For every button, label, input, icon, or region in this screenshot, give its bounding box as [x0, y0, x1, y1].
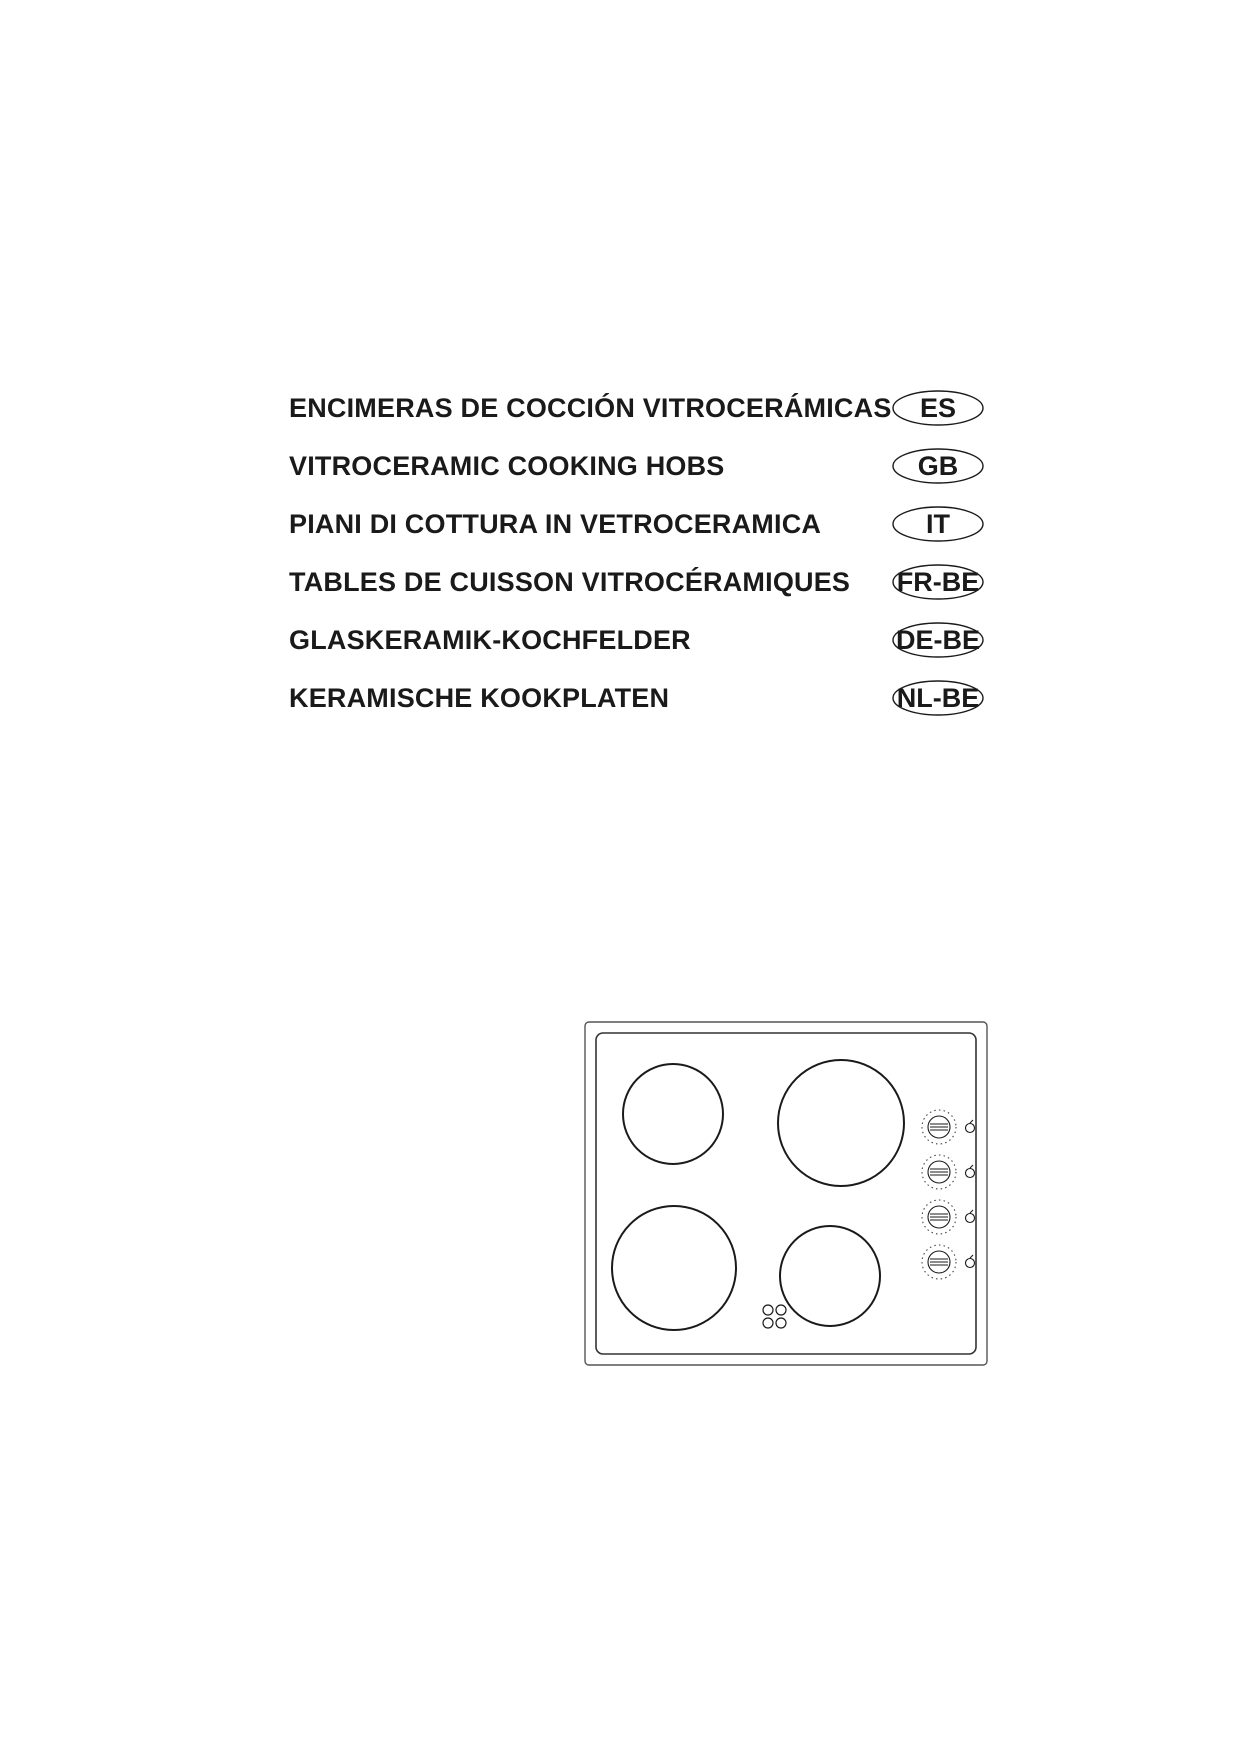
title-text-es: ENCIMERAS DE COCCIÓN VITROCERÁMICAS	[289, 393, 892, 423]
title-text-fr-be: TABLES DE CUISSON VITROCÉRAMIQUES	[289, 567, 851, 597]
hob-drawing	[584, 1021, 988, 1366]
language-code-nl-be: NL-BE	[896, 683, 980, 713]
title-row-nl-be	[289, 680, 1009, 738]
title-row-es	[289, 390, 1009, 448]
language-badge-it	[892, 506, 984, 542]
language-badge-fr-be	[892, 564, 984, 600]
hob-illustration	[584, 1021, 988, 1366]
language-code-fr-be: FR-BE	[896, 567, 980, 597]
language-badge-es	[892, 390, 984, 426]
language-badge-gb	[892, 448, 984, 484]
title-row-de-be	[289, 622, 1009, 680]
language-badge-de-be	[892, 622, 984, 658]
language-title-list	[289, 390, 1009, 738]
language-code-de-be: DE-BE	[895, 625, 980, 655]
title-row-gb	[289, 448, 1009, 506]
title-text-it: PIANI DI COTTURA IN VETROCERAMICA	[289, 509, 822, 539]
language-code-it: IT	[926, 509, 950, 539]
title-text-gb: VITROCERAMIC COOKING HOBS	[289, 451, 725, 481]
language-badge-nl-be	[892, 680, 984, 716]
title-text-nl-be: KERAMISCHE KOOKPLATEN	[289, 683, 670, 713]
title-row-fr-be	[289, 564, 1009, 622]
title-row-it	[289, 506, 1009, 564]
language-code-gb: GB	[917, 451, 959, 481]
hob-glass-panel	[596, 1033, 976, 1354]
title-text-de-be: GLASKERAMIK-KOCHFELDER	[289, 625, 691, 655]
language-code-es: ES	[919, 393, 957, 423]
